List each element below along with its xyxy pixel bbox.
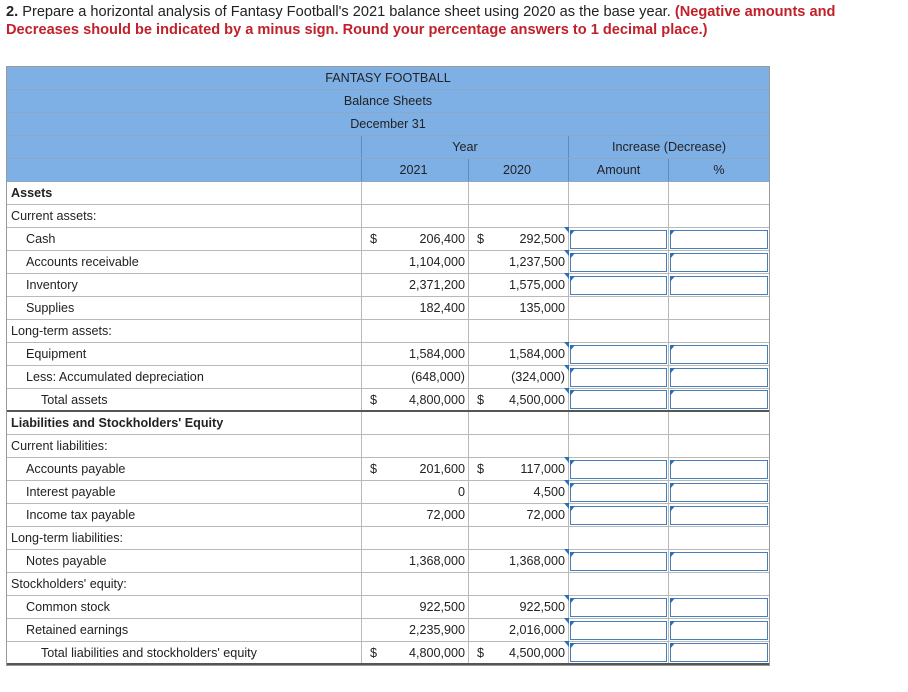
- percent-input[interactable]: [670, 368, 768, 387]
- percent-cell: [669, 527, 769, 549]
- percent-cell[interactable]: [669, 504, 769, 526]
- percent-cell[interactable]: [669, 458, 769, 480]
- value-2021: [362, 412, 469, 434]
- percent-input[interactable]: [670, 598, 768, 617]
- amount-cell: [569, 435, 669, 457]
- value-2021: [362, 642, 469, 663]
- value-2020: [469, 182, 569, 204]
- amount-input[interactable]: [570, 368, 667, 387]
- amount-value: 922,500: [419, 600, 465, 614]
- table-row: [7, 274, 769, 297]
- row-label: Inventory: [7, 274, 362, 296]
- table-row: [7, 481, 769, 504]
- value-2020: [469, 619, 569, 641]
- amount-value: 292,500: [519, 232, 565, 246]
- amount-input[interactable]: [570, 460, 667, 479]
- value-2021: [362, 527, 469, 549]
- value-2021: [362, 366, 469, 388]
- value-2020: [469, 412, 569, 434]
- header-date-row: [7, 113, 769, 136]
- row-label: Common stock: [7, 596, 362, 618]
- percent-cell[interactable]: [669, 274, 769, 296]
- row-label: Less: Accumulated depreciation: [7, 366, 362, 388]
- row-label: Total liabilities and stockholders' equity: [7, 642, 362, 663]
- value-2020: [469, 504, 569, 526]
- value-2021: [362, 435, 469, 457]
- table-row: [7, 573, 769, 596]
- table-row: [7, 389, 769, 412]
- amount-cell[interactable]: [569, 343, 669, 365]
- amount-cell[interactable]: [569, 504, 669, 526]
- percent-cell: [669, 297, 769, 319]
- amount-value: 4,500,000: [508, 645, 565, 660]
- dollar-sign: $: [477, 392, 485, 407]
- value-2021: [362, 458, 469, 480]
- amount-value: 4,800,000: [408, 392, 465, 407]
- row-label: Interest payable: [7, 481, 362, 503]
- value-2020: [469, 343, 569, 365]
- value-2021: [362, 205, 469, 227]
- amount-value: (648,000): [411, 370, 465, 384]
- amount-value: 1,584,000: [408, 347, 465, 361]
- value-2021: [362, 573, 469, 595]
- amount-cell: [569, 297, 669, 319]
- value-2020: [469, 297, 569, 319]
- value-2021: [362, 274, 469, 296]
- percent-input[interactable]: [670, 230, 768, 249]
- dollar-sign: $: [477, 645, 485, 660]
- row-label: Assets: [7, 182, 362, 204]
- percent-cell[interactable]: [669, 251, 769, 273]
- amount-cell: [569, 182, 669, 204]
- percent-cell: [669, 573, 769, 595]
- amount-cell[interactable]: [569, 619, 669, 641]
- percent-input[interactable]: [670, 643, 768, 662]
- header-company-row: [7, 67, 769, 90]
- value-2020: [469, 596, 569, 618]
- table-row: [7, 228, 769, 251]
- percent-cell[interactable]: [669, 389, 769, 410]
- amount-value: 1,584,000: [508, 347, 565, 361]
- table-row: [7, 320, 769, 343]
- amount-input[interactable]: [570, 253, 667, 272]
- amount-input[interactable]: [570, 552, 667, 571]
- amount-value: 922,500: [519, 600, 565, 614]
- amount-cell[interactable]: [569, 274, 669, 296]
- percent-input[interactable]: [670, 345, 768, 364]
- percent-cell[interactable]: [669, 343, 769, 365]
- row-label: Liabilities and Stockholders' Equity: [7, 412, 362, 434]
- amount-input[interactable]: [570, 598, 667, 617]
- row-label: Current liabilities:: [7, 435, 362, 457]
- value-2020: [469, 366, 569, 388]
- amount-value: 4,500,000: [508, 392, 565, 407]
- amount-cell[interactable]: [569, 228, 669, 250]
- value-2021: [362, 297, 469, 319]
- dollar-sign: $: [370, 462, 378, 476]
- value-2021: [362, 596, 469, 618]
- col-2021-label: 2021: [362, 159, 469, 181]
- table-body: [7, 182, 769, 665]
- amount-value: 4,500: [533, 485, 565, 499]
- percent-cell[interactable]: [669, 366, 769, 388]
- percent-input[interactable]: [670, 483, 768, 502]
- value-2021: [362, 228, 469, 250]
- percent-input[interactable]: [670, 460, 768, 479]
- amount-cell[interactable]: [569, 251, 669, 273]
- amount-input[interactable]: [570, 276, 667, 295]
- value-2021: [362, 619, 469, 641]
- table-row: [7, 619, 769, 642]
- amount-input[interactable]: [570, 345, 667, 364]
- amount-value: 72,000: [426, 508, 465, 522]
- row-label: Accounts receivable: [7, 251, 362, 273]
- percent-cell: [669, 320, 769, 342]
- value-2020: [469, 458, 569, 480]
- header-statement-row: [7, 90, 769, 113]
- row-label: Current assets:: [7, 205, 362, 227]
- amount-value: 1,368,000: [508, 554, 565, 568]
- amount-value: 135,000: [519, 301, 565, 315]
- dollar-sign: $: [370, 232, 378, 246]
- percent-input[interactable]: [670, 253, 768, 272]
- value-2021: [362, 550, 469, 572]
- percent-cell: [669, 412, 769, 434]
- row-label: Equipment: [7, 343, 362, 365]
- amount-cell[interactable]: [569, 389, 669, 410]
- percent-input[interactable]: [670, 506, 768, 525]
- amount-value: 2,235,900: [408, 623, 465, 637]
- col-2020-label: 2020: [469, 159, 569, 181]
- table-row: [7, 435, 769, 458]
- header-columns-row: [7, 159, 769, 182]
- table-row: [7, 504, 769, 527]
- value-2020: [469, 642, 569, 663]
- row-label: Long-term assets:: [7, 320, 362, 342]
- value-2021: [362, 389, 469, 410]
- amount-cell: [569, 573, 669, 595]
- amount-label: Amount: [569, 159, 669, 181]
- value-2021: [362, 504, 469, 526]
- row-label: Stockholders' equity:: [7, 573, 362, 595]
- amount-cell: [569, 527, 669, 549]
- question-text: Prepare a horizontal analysis of Fantasy Football's 2021 balance sheet using 2020 as the base year.: [18, 4, 675, 20]
- table-row: [7, 366, 769, 389]
- table-row: [7, 182, 769, 205]
- amount-value: 2,016,000: [508, 623, 565, 637]
- amount-input[interactable]: [570, 621, 667, 640]
- value-2020: [469, 320, 569, 342]
- percent-input[interactable]: [670, 276, 768, 295]
- year-label: Year: [362, 136, 569, 158]
- amount-input[interactable]: [570, 643, 667, 662]
- value-2020: [469, 527, 569, 549]
- table-row: [7, 343, 769, 366]
- amount-value: (324,000): [511, 370, 565, 384]
- amount-cell[interactable]: [569, 481, 669, 503]
- amount-cell[interactable]: [569, 550, 669, 572]
- value-2021: [362, 320, 469, 342]
- table-row: [7, 458, 769, 481]
- percent-label: %: [713, 163, 725, 177]
- row-label: Cash: [7, 228, 362, 250]
- amount-value: 206,400: [419, 232, 465, 246]
- table-row: [7, 550, 769, 573]
- value-2020: [469, 481, 569, 503]
- row-label: Retained earnings: [7, 619, 362, 641]
- amount-value: 1,104,000: [408, 255, 465, 269]
- table-row: [7, 527, 769, 550]
- amount-value: 0: [457, 485, 465, 499]
- amount-input[interactable]: [570, 390, 667, 409]
- percent-cell[interactable]: [669, 596, 769, 618]
- percent-cell: [669, 182, 769, 204]
- amount-value: 4,800,000: [408, 645, 465, 660]
- table-row: [7, 642, 769, 665]
- amount-value: 117,000: [520, 462, 565, 476]
- amount-value: 182,400: [419, 301, 465, 315]
- value-2020: [469, 274, 569, 296]
- instructions: [6, 3, 901, 39]
- amount-cell[interactable]: [569, 458, 669, 480]
- value-2021: [362, 481, 469, 503]
- table-row: [7, 205, 769, 228]
- amount-value: 201,600: [419, 462, 465, 476]
- table-row: [7, 297, 769, 320]
- percent-input[interactable]: [670, 390, 768, 409]
- company-name: FANTASY FOOTBALL: [325, 71, 451, 85]
- table-row: [7, 412, 769, 435]
- row-label: Long-term liabilities:: [7, 527, 362, 549]
- amount-value: 1,575,000: [508, 278, 565, 292]
- question-note: (Negative amounts and Decreases should be indicated by a minus sign. Round your percentage answers to 1 decimal place.): [6, 4, 836, 38]
- value-2020: [469, 389, 569, 410]
- amount-cell[interactable]: [569, 366, 669, 388]
- value-2021: [362, 182, 469, 204]
- row-label: Total assets: [7, 389, 362, 410]
- amount-value: 1,237,500: [508, 255, 565, 269]
- value-2020: [469, 550, 569, 572]
- amount-value: 72,000: [526, 508, 565, 522]
- amount-cell: [569, 205, 669, 227]
- table-row: [7, 596, 769, 619]
- value-2020: [469, 228, 569, 250]
- question-number: 2.: [6, 4, 19, 20]
- row-label: Income tax payable: [7, 504, 362, 526]
- increase-decrease-label: Increase (Decrease): [611, 140, 727, 154]
- amount-cell[interactable]: [569, 596, 669, 618]
- value-2021: [362, 343, 469, 365]
- percent-cell[interactable]: [669, 228, 769, 250]
- balance-sheet-table: [6, 66, 770, 666]
- amount-value: 1,368,000: [408, 554, 465, 568]
- value-2020: [469, 251, 569, 273]
- percent-cell[interactable]: [669, 619, 769, 641]
- header-year-row: [7, 136, 769, 159]
- percent-cell: [669, 205, 769, 227]
- percent-input[interactable]: [670, 621, 768, 640]
- amount-cell[interactable]: [569, 642, 669, 663]
- dollar-sign: $: [477, 232, 485, 246]
- statement-title: Balance Sheets: [343, 94, 433, 108]
- row-label: Accounts payable: [7, 458, 362, 480]
- row-label: Notes payable: [7, 550, 362, 572]
- percent-cell[interactable]: [669, 642, 769, 663]
- value-2020: [469, 573, 569, 595]
- table-row: [7, 251, 769, 274]
- dollar-sign: $: [477, 462, 485, 476]
- value-2021: [362, 251, 469, 273]
- value-2020: [469, 435, 569, 457]
- percent-cell: [669, 435, 769, 457]
- amount-value: 2,371,200: [408, 278, 465, 292]
- dollar-sign: $: [370, 392, 378, 407]
- row-label: Supplies: [7, 297, 362, 319]
- value-2020: [469, 205, 569, 227]
- percent-input[interactable]: [670, 552, 768, 571]
- percent-cell[interactable]: [669, 481, 769, 503]
- amount-input[interactable]: [570, 483, 667, 502]
- statement-date: December 31: [350, 117, 426, 131]
- amount-input[interactable]: [570, 506, 667, 525]
- percent-cell[interactable]: [669, 550, 769, 572]
- amount-input[interactable]: [570, 230, 667, 249]
- dollar-sign: $: [370, 645, 378, 660]
- amount-cell: [569, 320, 669, 342]
- amount-cell: [569, 412, 669, 434]
